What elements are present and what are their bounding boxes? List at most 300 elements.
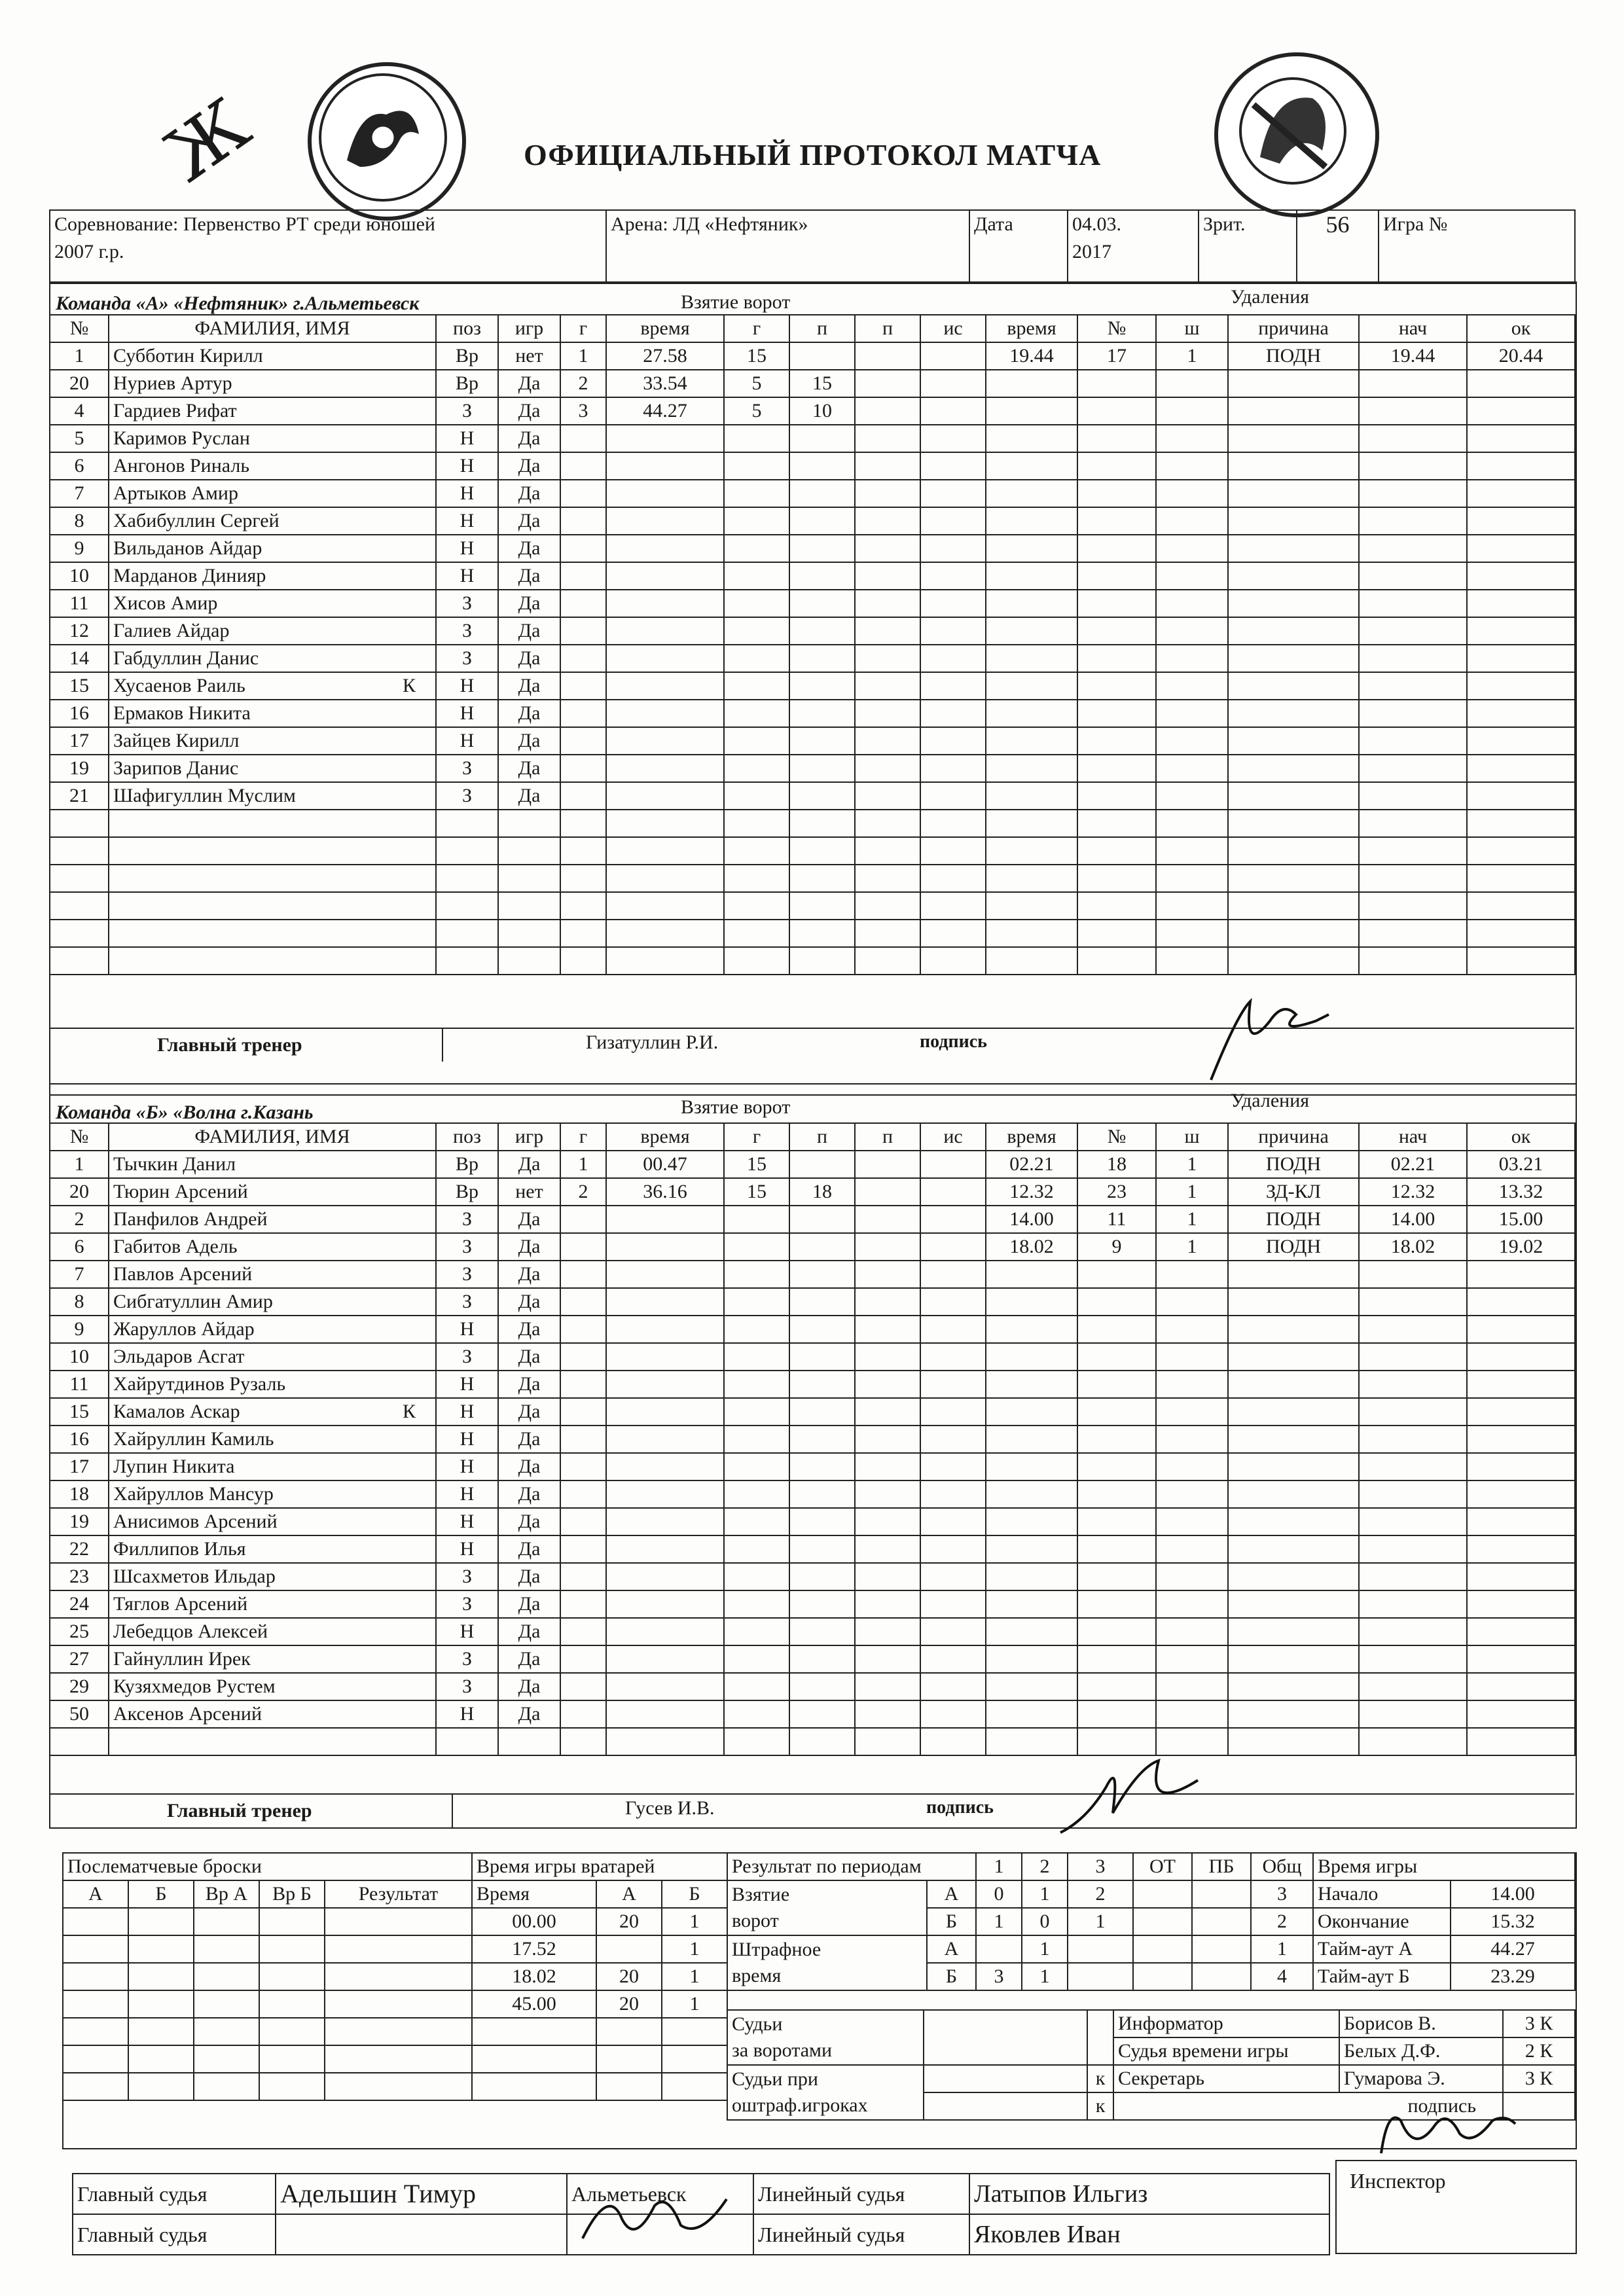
goals-a-so — [1192, 1880, 1251, 1908]
shootout-col-result: Результат — [325, 1880, 472, 1908]
player-name: Каримов Руслан — [113, 427, 250, 449]
player-row — [50, 1343, 560, 1371]
team-a-title: Команда «А» «Нефтяник» г.Альметьевск — [56, 293, 420, 314]
date-year: 2017 — [1072, 241, 1111, 262]
goals-b-ot — [1133, 1908, 1192, 1935]
table-row: 3 44.27 5 10 — [560, 397, 986, 425]
player-name: Зарипов Данис — [113, 757, 239, 779]
pim-a-p2: 1 — [1022, 1935, 1068, 1963]
team-b-penalties-header: Удаления — [1231, 1090, 1310, 1111]
player-row — [50, 1261, 560, 1288]
player-name: Гардиев Рифат — [113, 400, 237, 422]
table-row — [986, 1426, 1575, 1453]
player-row — [50, 590, 560, 617]
table-row: 12.32 23 1 ЗД-КЛ 12.32 13.32 — [986, 1178, 1575, 1206]
player-row — [50, 1563, 560, 1590]
captain-mark: К — [402, 675, 416, 696]
player-row — [50, 645, 560, 672]
table-row — [986, 1371, 1575, 1398]
player-name: Марданов Динияр — [113, 565, 266, 586]
timekeeper-name: Белых Д.Ф. — [1339, 2037, 1503, 2065]
player-played: Да — [498, 507, 560, 535]
player-played: Да — [498, 1343, 560, 1371]
player-row — [50, 562, 560, 590]
table-row — [986, 1316, 1575, 1343]
game-end-value: 15.32 — [1451, 1908, 1575, 1935]
table-row — [560, 865, 986, 892]
player-played: Да — [498, 1151, 560, 1178]
player-name: Хисов Амир — [113, 592, 218, 614]
captain-mark: К — [402, 1401, 416, 1422]
player-played — [498, 892, 560, 920]
table-row — [560, 562, 986, 590]
player-played: Да — [498, 1371, 560, 1398]
team-a-coach-signature — [1198, 975, 1342, 1093]
player-name: Зайцев Кирилл — [113, 730, 240, 751]
referee-city: Альметьевск — [567, 2174, 753, 2214]
player-number: 1 — [50, 342, 109, 370]
table-row — [986, 645, 1575, 672]
player-row — [50, 342, 560, 370]
pim-team-b: Б — [927, 1963, 976, 1990]
table-row — [560, 1700, 986, 1728]
player-played: Да — [498, 1233, 560, 1261]
table-row — [986, 1288, 1575, 1316]
player-position: Н — [436, 1480, 498, 1508]
player-position: З — [436, 1233, 498, 1261]
competition-year: 2007 г.р. — [54, 241, 124, 262]
player-played: Да — [498, 1426, 560, 1453]
player-name: Галиев Айдар — [113, 620, 230, 641]
player-number: 1 — [50, 1151, 109, 1178]
table-row — [986, 1480, 1575, 1508]
table-row — [986, 865, 1575, 892]
col-goal-no: г — [560, 315, 606, 342]
col-goal-time: время — [606, 315, 724, 342]
date-label: Дата — [969, 210, 1068, 283]
player-name-cell — [109, 672, 436, 700]
player-played: Да — [498, 1288, 560, 1316]
table-row — [986, 947, 1575, 975]
table-row: 1 00.47 15 — [560, 1151, 986, 1178]
player-position: Н — [436, 1426, 498, 1453]
goals-b-so — [1192, 1908, 1251, 1935]
player-position: З — [436, 1563, 498, 1590]
player-name-cell — [109, 425, 436, 452]
player-name: Камалов Аскар — [113, 1401, 240, 1422]
player-played: Да — [498, 480, 560, 507]
player-position: Н — [436, 672, 498, 700]
goals-label-2: ворот — [732, 1910, 779, 1931]
informer-category: 3 К — [1503, 2010, 1575, 2037]
player-position: З — [436, 645, 498, 672]
player-position: Вр — [436, 1178, 498, 1206]
goals-a-total: 3 — [1251, 1880, 1313, 1908]
table-row — [560, 947, 986, 975]
player-played: Да — [498, 1700, 560, 1728]
col-assist-2: п — [855, 1123, 920, 1151]
player-name-cell — [109, 1508, 436, 1535]
col-pen-end: ок — [1467, 315, 1575, 342]
player-row — [50, 1206, 560, 1233]
player-row — [50, 672, 560, 700]
pim-b-so — [1192, 1963, 1251, 1990]
player-position: Н — [436, 1398, 498, 1426]
table-row — [986, 782, 1575, 810]
player-name-cell — [109, 1618, 436, 1645]
table-row — [986, 617, 1575, 645]
table-row — [560, 452, 986, 480]
player-name-cell — [109, 782, 436, 810]
goalie-row: 00.00 20 1 — [472, 1908, 727, 1935]
player-played: Да — [498, 590, 560, 617]
col-goal-no: г — [560, 1123, 606, 1151]
player-row — [50, 617, 560, 645]
col-name: ФАМИЛИЯ, ИМЯ — [109, 315, 436, 342]
player-number: 18 — [50, 1480, 109, 1508]
player-position: З — [436, 1343, 498, 1371]
player-played — [498, 810, 560, 837]
player-name-cell — [109, 1590, 436, 1618]
col-name: ФАМИЛИЯ, ИМЯ — [109, 1123, 436, 1151]
player-position: Н — [436, 1371, 498, 1398]
player-number: 19 — [50, 1508, 109, 1535]
player-position: З — [436, 1288, 498, 1316]
player-position: Н — [436, 1618, 498, 1645]
player-number: 29 — [50, 1673, 109, 1700]
player-name-cell — [109, 947, 436, 975]
timeout-a-label: Тайм-аут А — [1313, 1935, 1451, 1963]
table-row — [986, 562, 1575, 590]
player-played: Да — [498, 1398, 560, 1426]
team-b-title: Команда «Б» «Волна г.Казань — [56, 1102, 314, 1123]
penalty-judges-label-2: оштраф.игроках — [732, 2094, 868, 2116]
player-played: Да — [498, 755, 560, 782]
pim-a-total: 1 — [1251, 1935, 1313, 1963]
shootout-col-a: А — [63, 1880, 128, 1908]
player-played: Да — [498, 1453, 560, 1480]
pim-a-p3 — [1068, 1935, 1133, 1963]
table-row — [986, 397, 1575, 425]
player-number — [50, 837, 109, 865]
table-row — [986, 535, 1575, 562]
player-number: 8 — [50, 507, 109, 535]
player-played: Да — [498, 727, 560, 755]
match-header — [49, 209, 1576, 284]
player-name-cell — [109, 645, 436, 672]
goalie-col-a: А — [596, 1880, 662, 1908]
spectators-label: Зрит. — [1199, 210, 1297, 283]
table-row — [560, 1371, 986, 1398]
player-position: З — [436, 1590, 498, 1618]
player-number: 4 — [50, 397, 109, 425]
player-name: Панфилов Андрей — [113, 1208, 268, 1230]
informer-label: Информатор — [1113, 2010, 1339, 2037]
player-played: Да — [498, 1508, 560, 1535]
player-position: Н — [436, 535, 498, 562]
informer-name: Борисов В. — [1339, 2010, 1503, 2037]
player-name-cell — [109, 1371, 436, 1398]
player-number: 7 — [50, 480, 109, 507]
player-row — [50, 700, 560, 727]
player-position: З — [436, 1673, 498, 1700]
pim-b-p1: 3 — [976, 1963, 1022, 1990]
player-played: Да — [498, 617, 560, 645]
table-row — [560, 1233, 986, 1261]
col-assist-1: п — [789, 315, 855, 342]
table-row — [560, 892, 986, 920]
hockey-federation-logo — [1214, 52, 1379, 217]
player-played: Да — [498, 452, 560, 480]
table-row — [986, 507, 1575, 535]
goals-a-p3: 2 — [1068, 1880, 1133, 1908]
table-row — [560, 1316, 986, 1343]
player-name-cell — [109, 617, 436, 645]
table-row — [560, 1728, 986, 1755]
player-number: 10 — [50, 562, 109, 590]
player-row — [50, 1426, 560, 1453]
spectators-value: 56 — [1297, 210, 1379, 283]
table-row — [986, 1261, 1575, 1288]
table-row — [986, 1563, 1575, 1590]
player-played — [498, 837, 560, 865]
table-row: 19.44 17 1 ПОДН 19.44 20.44 — [986, 342, 1575, 370]
player-number: 17 — [50, 1453, 109, 1480]
col-played: игр — [498, 315, 560, 342]
period-results-table — [727, 1852, 1576, 1991]
competition-name: Соревнование: Первенство РТ среди юношей — [54, 213, 435, 235]
player-row — [50, 452, 560, 480]
player-name: Сибгатуллин Амир — [113, 1291, 273, 1312]
player-number — [50, 920, 109, 947]
goal-judges-label-2: за воротами — [732, 2039, 833, 2061]
timeout-b-label: Тайм-аут Б — [1313, 1963, 1451, 1990]
player-played: Да — [498, 535, 560, 562]
player-name-cell — [109, 370, 436, 397]
player-name-cell — [109, 1316, 436, 1343]
player-name-cell — [109, 452, 436, 480]
col-goal-situation: ис — [920, 315, 986, 342]
col-pen-time: время — [986, 315, 1077, 342]
table-row — [986, 452, 1575, 480]
player-position: Н — [436, 700, 498, 727]
player-played: Да — [498, 672, 560, 700]
pim-label-2: время — [732, 1965, 782, 1986]
table-row — [560, 1508, 986, 1535]
player-number: 17 — [50, 727, 109, 755]
pim-label: Штрафное — [732, 1939, 821, 1960]
player-name-cell — [109, 507, 436, 535]
table-row — [560, 425, 986, 452]
table-row — [986, 1343, 1575, 1371]
table-row — [986, 1453, 1575, 1480]
linesman-1-name: Латыпов Ильгиз — [969, 2174, 1329, 2214]
period-2-header: 2 — [1022, 1853, 1068, 1880]
table-row: 14.00 11 1 ПОДН 14.00 15.00 — [986, 1206, 1575, 1233]
goals-team-a: А — [927, 1880, 976, 1908]
team-b-roster — [49, 1122, 561, 1756]
player-position: Вр — [436, 342, 498, 370]
pim-a-so — [1192, 1935, 1251, 1963]
col-pen-min: ш — [1156, 1123, 1228, 1151]
team-b-signature-label: подпись — [926, 1797, 994, 1818]
player-played: Да — [498, 1645, 560, 1673]
player-name: Хайрутдинов Рузаль — [113, 1373, 286, 1395]
player-row — [50, 1645, 560, 1673]
table-row — [560, 1673, 986, 1700]
player-name-cell — [109, 535, 436, 562]
player-name-cell — [109, 700, 436, 727]
player-played: Да — [498, 425, 560, 452]
linesman-2-label: Линейный судья — [753, 2214, 969, 2255]
table-row — [560, 672, 986, 700]
player-played — [498, 865, 560, 892]
timeout-a-value: 44.27 — [1451, 1935, 1575, 1963]
player-name: Вильданов Айдар — [113, 537, 262, 559]
team-a-penalties — [985, 314, 1576, 975]
player-played — [498, 920, 560, 947]
col-pos: поз — [436, 1123, 498, 1151]
player-row — [50, 1398, 560, 1426]
player-name-cell — [109, 590, 436, 617]
player-name: Субботин Кирилл — [113, 345, 263, 367]
handwritten-mark: Ж — [150, 82, 265, 198]
game-time-title: Время игры — [1313, 1853, 1575, 1880]
goals-a-p1: 0 — [976, 1880, 1022, 1908]
player-played: Да — [498, 1673, 560, 1700]
player-row — [50, 727, 560, 755]
pim-b-total: 4 — [1251, 1963, 1313, 1990]
player-row — [50, 1371, 560, 1398]
goals-b-p2: 0 — [1022, 1908, 1068, 1935]
player-number — [50, 947, 109, 975]
player-position: Н — [436, 1508, 498, 1535]
goalie-row: 17.52 1 — [472, 1935, 727, 1963]
col-pen-start: нач — [1359, 315, 1467, 342]
team-b-coach-name: Гусев И.В. — [625, 1797, 715, 1819]
table-row — [986, 755, 1575, 782]
table-row — [560, 755, 986, 782]
player-name-cell — [109, 920, 436, 947]
player-position: Н — [436, 425, 498, 452]
periods-title: Результат по периодам — [727, 1853, 976, 1880]
player-number: 6 — [50, 452, 109, 480]
goalie-col-b: Б — [662, 1880, 727, 1908]
player-number — [50, 1728, 109, 1755]
player-position: З — [436, 782, 498, 810]
col-pen-start: нач — [1359, 1123, 1467, 1151]
game-start-label: Начало — [1313, 1880, 1451, 1908]
player-number: 16 — [50, 1426, 109, 1453]
player-played: Да — [498, 562, 560, 590]
table-row — [560, 1535, 986, 1563]
table-row — [560, 1343, 986, 1371]
player-number: 7 — [50, 1261, 109, 1288]
shootout-col-b: Б — [128, 1880, 194, 1908]
goals-b-total: 2 — [1251, 1908, 1313, 1935]
player-name-cell — [109, 1700, 436, 1728]
inspector-box — [1335, 2160, 1577, 2254]
player-number: 9 — [50, 535, 109, 562]
goals-a-p2: 1 — [1022, 1880, 1068, 1908]
player-number: 14 — [50, 645, 109, 672]
col-goal-situation: ис — [920, 1123, 986, 1151]
col-goal-scorer: г — [724, 315, 789, 342]
penalty-judge-2-k: к — [1087, 2092, 1113, 2120]
player-number: 2 — [50, 1206, 109, 1233]
table-row — [560, 1618, 986, 1645]
player-played: Да — [498, 782, 560, 810]
player-name: Тюрин Арсений — [113, 1181, 248, 1202]
player-played: Да — [498, 1480, 560, 1508]
col-pen-reason: причина — [1228, 1123, 1359, 1151]
player-name-cell — [109, 1261, 436, 1288]
player-number — [50, 810, 109, 837]
secretary-name: Гумарова Э. — [1339, 2065, 1503, 2092]
linesman-1-label: Линейный судья — [753, 2174, 969, 2214]
shootout-col-gk-b: Вр Б — [259, 1880, 325, 1908]
player-row — [50, 1316, 560, 1343]
pim-b-ot — [1133, 1963, 1192, 1990]
goalie-col-time: Время — [472, 1880, 596, 1908]
player-name-cell — [109, 1480, 436, 1508]
table-row — [986, 672, 1575, 700]
player-number: 10 — [50, 1343, 109, 1371]
player-number: 21 — [50, 782, 109, 810]
player-row — [50, 1618, 560, 1645]
table-row — [986, 920, 1575, 947]
player-row — [50, 755, 560, 782]
team-b-goals — [560, 1122, 986, 1756]
player-name: Анисимов Арсений — [113, 1511, 278, 1532]
player-row — [50, 1288, 560, 1316]
table-row — [560, 1398, 986, 1426]
table-row — [986, 1700, 1575, 1728]
table-row — [986, 1618, 1575, 1645]
player-row — [50, 810, 560, 837]
player-number: 27 — [50, 1645, 109, 1673]
player-name: Аксенов Арсений — [113, 1703, 262, 1725]
player-played: Да — [498, 1563, 560, 1590]
player-name: Павлов Арсений — [113, 1263, 253, 1285]
team-b-coach-row — [49, 1793, 1574, 1827]
player-number: 15 — [50, 1398, 109, 1426]
total-header: Общ — [1251, 1853, 1313, 1880]
player-name-cell — [109, 397, 436, 425]
player-position: З — [436, 617, 498, 645]
table-row — [560, 782, 986, 810]
referee-name: Адельшин Тимур — [276, 2174, 567, 2214]
team-a-coach-row — [49, 1028, 1574, 1062]
table-row — [986, 1645, 1575, 1673]
goals-b-p1: 1 — [976, 1908, 1022, 1935]
overtime-header: ОТ — [1133, 1853, 1192, 1880]
player-name: Габдуллин Данис — [113, 647, 259, 669]
table-row — [560, 1480, 986, 1508]
player-row — [50, 1453, 560, 1480]
player-played: нет — [498, 342, 560, 370]
table-row — [986, 810, 1575, 837]
player-name-cell — [109, 480, 436, 507]
player-row — [50, 397, 560, 425]
player-position: Н — [436, 507, 498, 535]
player-name-cell — [109, 1233, 436, 1261]
player-name-cell — [109, 1178, 436, 1206]
player-name: Шсахметов Ильдар — [113, 1566, 276, 1587]
team-a-coach-label: Главный тренер — [157, 1034, 302, 1056]
table-row: 18.02 9 1 ПОДН 18.02 19.02 — [986, 1233, 1575, 1261]
player-position: Н — [436, 1535, 498, 1563]
